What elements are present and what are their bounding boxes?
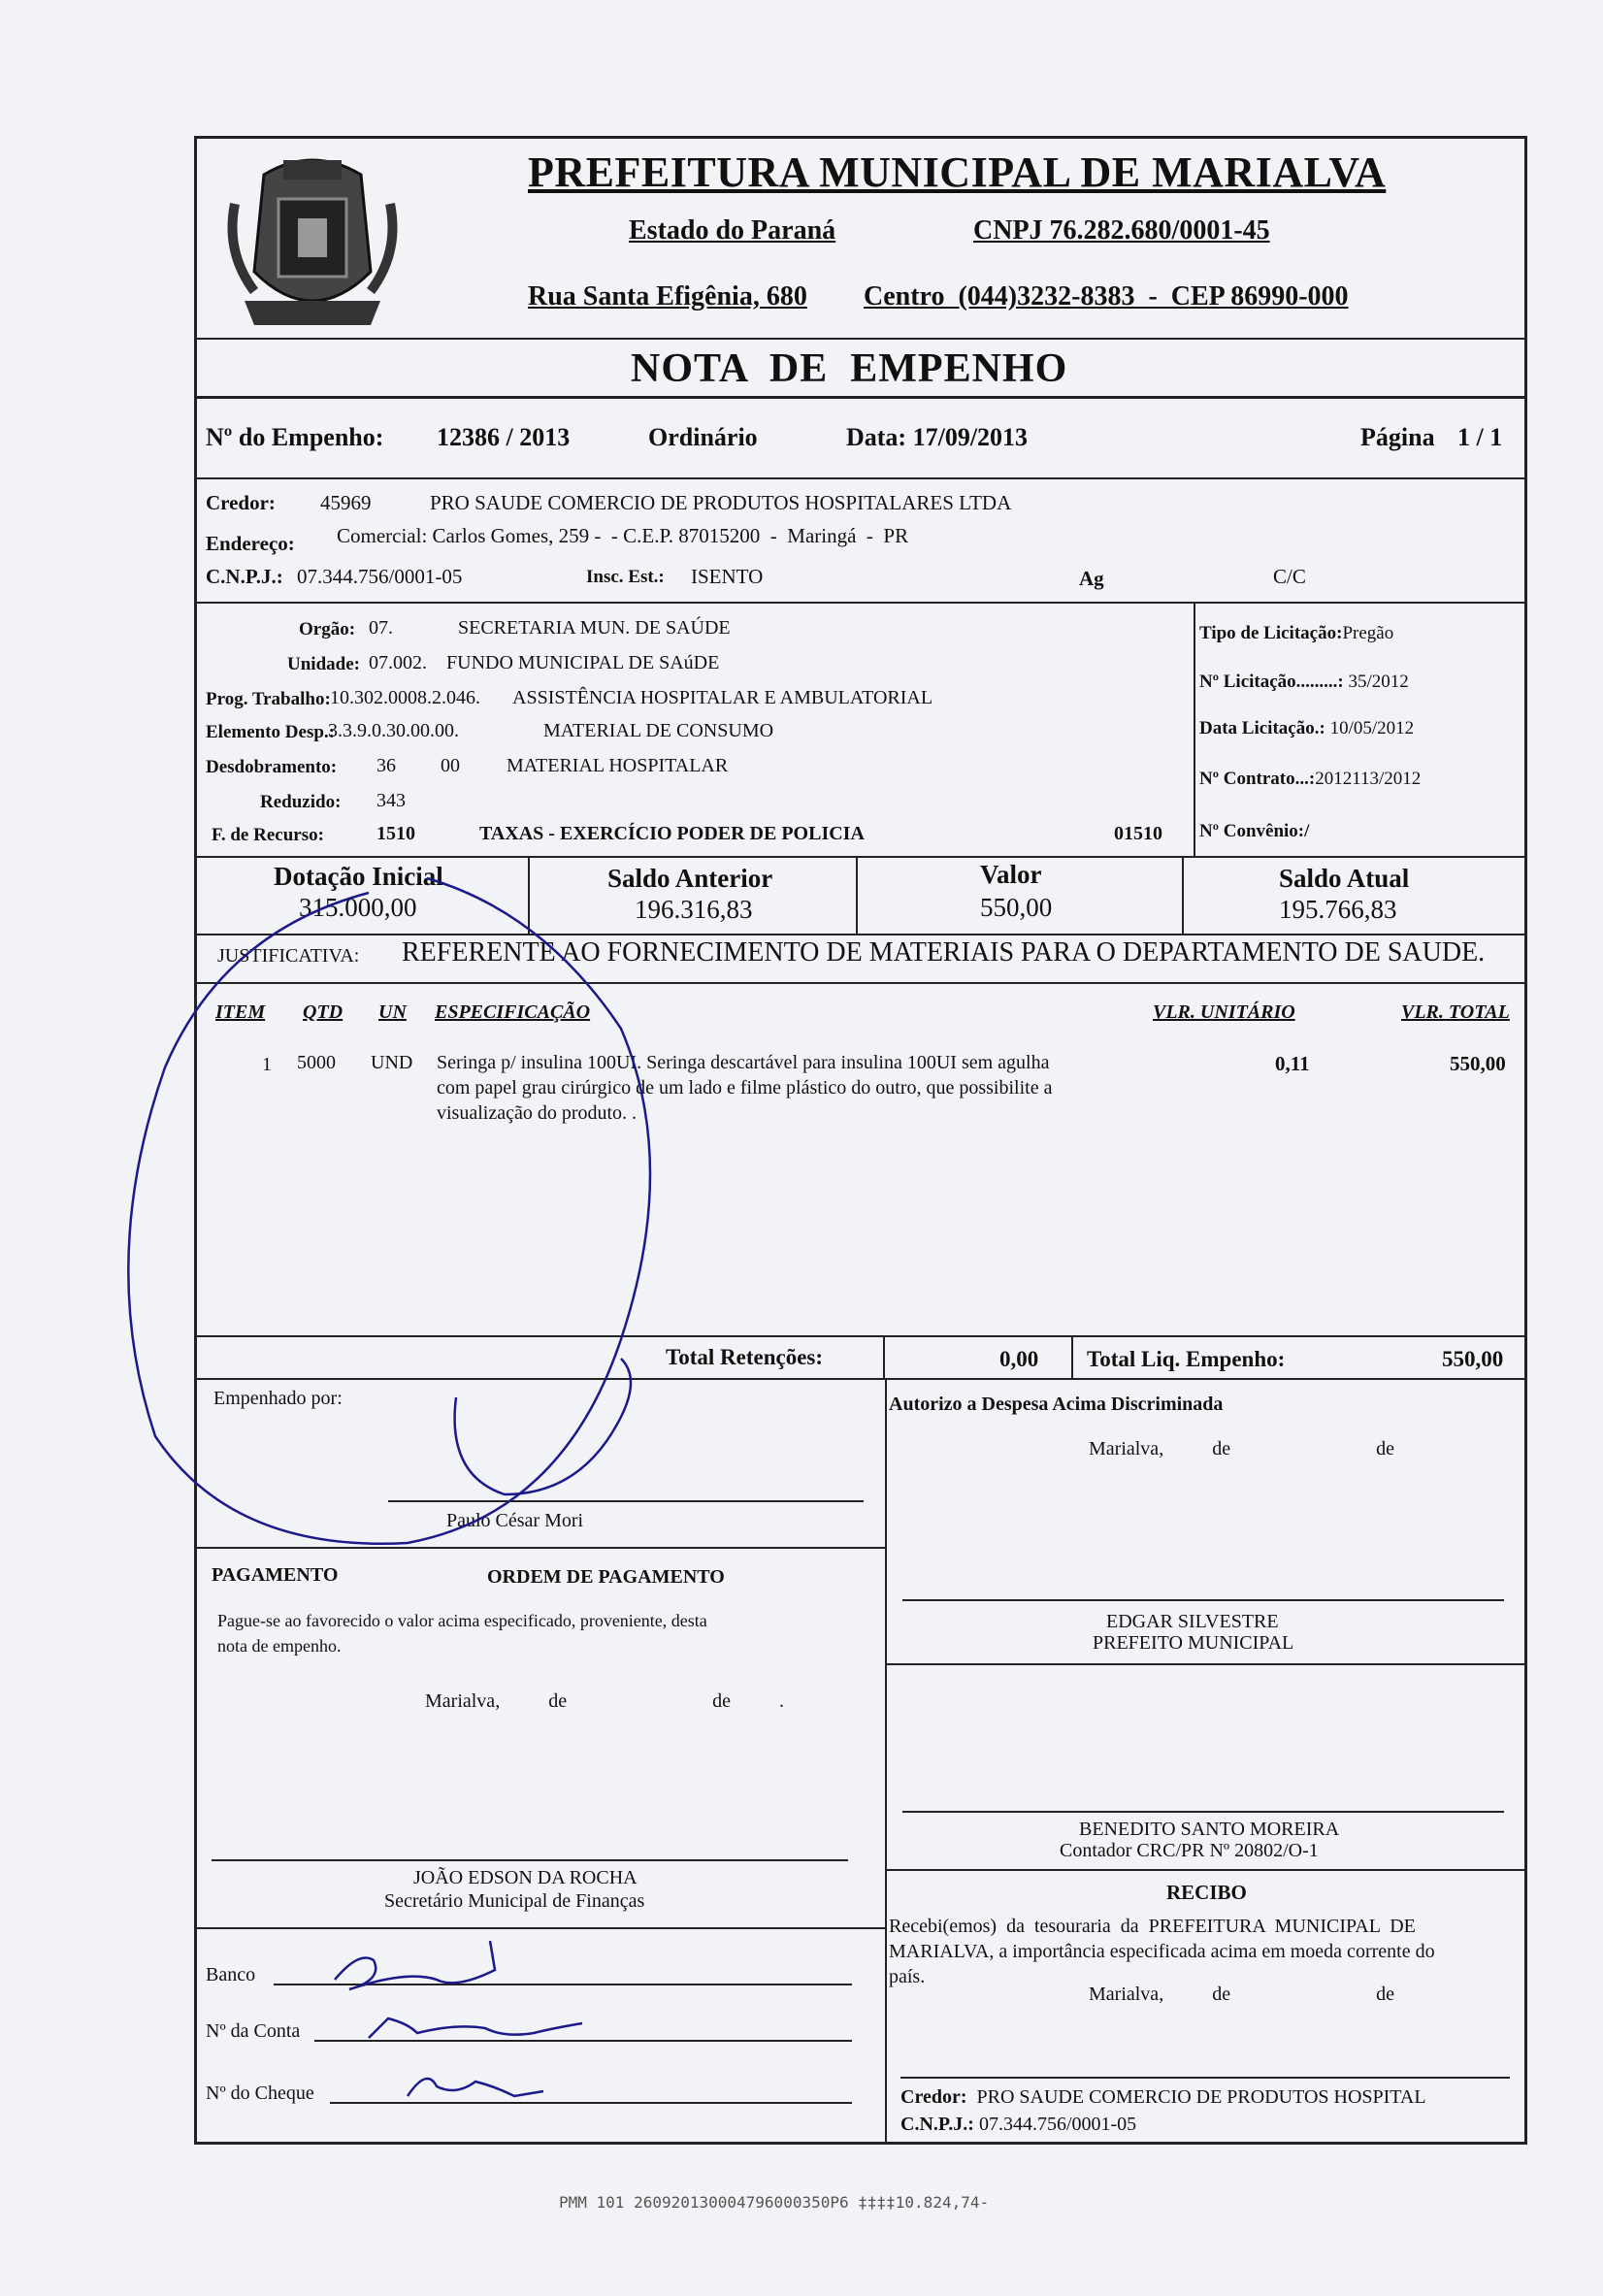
row-spec-line2: com papel grau cirúrgico de um lado e filme plástico do outro, que possibilite a: [437, 1077, 1053, 1099]
address-label: Endereço:: [206, 532, 295, 555]
justificativa-label: JUSTIFICATIVA:: [217, 945, 360, 967]
ie-label: Insc. Est.:: [586, 567, 665, 587]
prog-label: Prog. Trabalho:: [206, 689, 331, 709]
conta-label: Nº da Conta: [206, 2020, 301, 2042]
empenho-label: Nº do Empenho:: [206, 423, 384, 451]
prefeito-name: EDGAR SILVESTRE: [1106, 1611, 1279, 1632]
recibo-cnpj: C.N.P.J.: 07.344.756/0001-05: [900, 2114, 1137, 2135]
unidade-code: 07.002.: [369, 652, 427, 673]
numero-convenio: Nº Convênio:/: [1199, 821, 1310, 841]
empenho-date: Data: 17/09/2013: [846, 423, 1029, 451]
row-un: UND: [371, 1052, 413, 1073]
col-vlr-unitario: VLR. UNITÁRIO: [1153, 1001, 1295, 1023]
recibo-text-line3: país.: [889, 1966, 926, 1987]
prefeito-role: PREFEITO MUNICIPAL: [1093, 1632, 1294, 1654]
recurso-code2: 01510: [1114, 823, 1162, 844]
total-liquido-value: 550,00: [1442, 1347, 1504, 1371]
prog-name: ASSISTÊNCIA HOSPITALAR E AMBULATORIAL: [512, 687, 933, 708]
pagamento-label: PAGAMENTO: [212, 1564, 339, 1586]
row-total-value: 550,00: [1450, 1052, 1506, 1075]
col-item: ITEM: [215, 1001, 266, 1023]
street-address: Rua Santa Efigênia, 680: [528, 281, 807, 312]
desdobramento-code: 36: [376, 755, 396, 776]
saldo-atual-label: Saldo Atual: [1279, 864, 1410, 893]
financas-role: Secretário Municipal de Finanças: [384, 1890, 645, 1912]
credor-ie: ISENTO: [691, 565, 764, 588]
cc-label: C/C: [1273, 565, 1306, 588]
recurso-name: TAXAS - EXERCÍCIO PODER DE POLICIA: [479, 823, 865, 844]
elemento-label: Elemento Desp.:: [206, 722, 335, 742]
empenhado-name: Paulo César Mori: [446, 1510, 584, 1531]
desdobramento-label: Desdobramento:: [206, 757, 338, 777]
dotacao-value: 315.000,00: [299, 893, 417, 922]
footer-code: PMM 101 260920130004796000350P6 ‡‡‡‡10.824,74-: [559, 2193, 990, 2212]
dotacao-label: Dotação Inicial: [274, 862, 443, 891]
prog-code: 10.302.0008.2.046.: [330, 687, 480, 708]
row-item: 1: [262, 1054, 272, 1075]
row-qtd: 5000: [297, 1052, 336, 1073]
state-name: Estado do Paraná: [629, 215, 836, 246]
elemento-code: 3.3.9.0.30.00.00.: [328, 720, 459, 741]
reduzido-label: Reduzido:: [260, 792, 342, 812]
orgao-name: SECRETARIA MUN. DE SAÚDE: [458, 617, 731, 639]
recibo-text-line1: Recebi(emos) da tesouraria da PREFEITURA MUNICIPAL DE: [889, 1916, 1416, 1937]
orgao-code: 07.: [369, 617, 393, 639]
data-licitacao: Data Licitação.: 10/05/2012: [1199, 718, 1415, 738]
tipo-licitacao: Tipo de Licitação:Pregão: [1199, 623, 1394, 643]
total-liquido-label: Total Liq. Empenho:: [1087, 1347, 1286, 1371]
ordem-pagamento-title: ORDEM DE PAGAMENTO: [487, 1566, 725, 1588]
saldo-anterior-value: 196.316,83: [635, 895, 753, 924]
cnpj-label: C.N.P.J.:: [206, 565, 283, 588]
saldo-anterior-label: Saldo Anterior: [607, 864, 773, 893]
valor-value: 550,00: [980, 893, 1053, 922]
document-title: NOTA DE EMPENHO: [631, 346, 1068, 391]
ag-label: Ag: [1079, 567, 1104, 590]
empenhado-label: Empenhado por:: [213, 1388, 343, 1409]
recurso-code: 1510: [376, 823, 415, 844]
desdobramento-sub: 00: [441, 755, 460, 776]
credor-address: Comercial: Carlos Gomes, 259 - - C.E.P. 87015200 - Maringá - PR: [337, 524, 909, 547]
row-spec-line1: Seringa p/ insulina 100UI. Seringa descartável para insulina 100UI sem agulha: [437, 1052, 1050, 1073]
contador-name: BENEDITO SANTO MOREIRA: [1079, 1819, 1340, 1840]
desdobramento-name: MATERIAL HOSPITALAR: [507, 755, 729, 776]
page-number: 1 / 1: [1457, 423, 1503, 451]
col-especificacao: ESPECIFICAÇÃO: [435, 1001, 591, 1023]
col-vlr-total: VLR. TOTAL: [1401, 1001, 1510, 1023]
credor-name: PRO SAUDE COMERCIO DE PRODUTOS HOSPITALARES LTDA: [430, 491, 1012, 514]
total-retencoes-label: Total Retenções:: [666, 1345, 824, 1369]
cnpj-header: CNPJ 76.282.680/0001-45: [973, 215, 1270, 246]
empenho-number: 12386 / 2013: [437, 423, 571, 451]
municipality-title: PREFEITURA MUNICIPAL DE MARIALVA: [528, 148, 1387, 196]
empenho-type: Ordinário: [648, 423, 758, 451]
recibo-title: RECIBO: [1166, 1881, 1247, 1904]
recurso-label: F. de Recurso:: [212, 825, 324, 845]
col-qtd: QTD: [303, 1001, 344, 1023]
orgao-label: Orgão:: [299, 619, 356, 640]
pagamento-text-line2: nota de empenho.: [217, 1636, 342, 1656]
coat-of-arms-seal: [225, 146, 400, 340]
valor-label: Valor: [980, 860, 1042, 889]
reduzido-code: 343: [376, 790, 406, 811]
credor-cnpj: 07.344.756/0001-05: [297, 565, 463, 588]
recibo-credor: Credor: PRO SAUDE COMERCIO DE PRODUTOS HOSPITAL: [900, 2086, 1426, 2108]
total-retencoes-value: 0,00: [999, 1347, 1039, 1371]
contador-role: Contador CRC/PR Nº 20802/O-1: [1060, 1840, 1319, 1861]
elemento-name: MATERIAL DE CONSUMO: [543, 720, 774, 741]
recibo-text-line2: MARIALVA, a importância especificada acima em moeda corrente do: [889, 1941, 1435, 1962]
autorizo-title: Autorizo a Despesa Acima Discriminada: [889, 1394, 1224, 1415]
numero-licitacao: Nº Licitação.........: 35/2012: [1199, 672, 1409, 692]
unidade-name: FUNDO MUNICIPAL DE SAúDE: [446, 652, 720, 673]
pagamento-text-line1: Pague-se ao favorecido o valor acima especificado, proveniente, desta: [217, 1611, 707, 1630]
row-spec-line3: visualização do produto. .: [437, 1102, 638, 1124]
numero-contrato: Nº Contrato...:2012113/2012: [1199, 769, 1422, 789]
row-unit-value: 0,11: [1275, 1052, 1310, 1075]
credor-code: 45969: [320, 491, 372, 514]
cheque-label: Nº do Cheque: [206, 2083, 314, 2104]
saldo-atual-value: 195.766,83: [1279, 895, 1397, 924]
banco-label: Banco: [206, 1964, 256, 1985]
page-label: Página: [1360, 423, 1435, 451]
financas-name: JOÃO EDSON DA ROCHA: [413, 1867, 638, 1888]
col-un: UN: [378, 1001, 407, 1023]
credor-label: Credor:: [206, 491, 276, 514]
recibo-place-date: Marialva, de de: [1089, 1984, 1394, 2005]
unidade-label: Unidade:: [287, 654, 360, 674]
justificativa-text: REFERENTE AO FORNECIMENTO DE MATERIAIS PARA O DEPARTAMENTO DE SAUDE.: [402, 937, 1486, 968]
autorizo-place-date: Marialva, de de: [1089, 1438, 1394, 1460]
pagamento-place-date: Marialva, de de .: [425, 1690, 784, 1712]
district-phone: Centro (044)3232-8383 - CEP 86990-000: [864, 281, 1349, 312]
